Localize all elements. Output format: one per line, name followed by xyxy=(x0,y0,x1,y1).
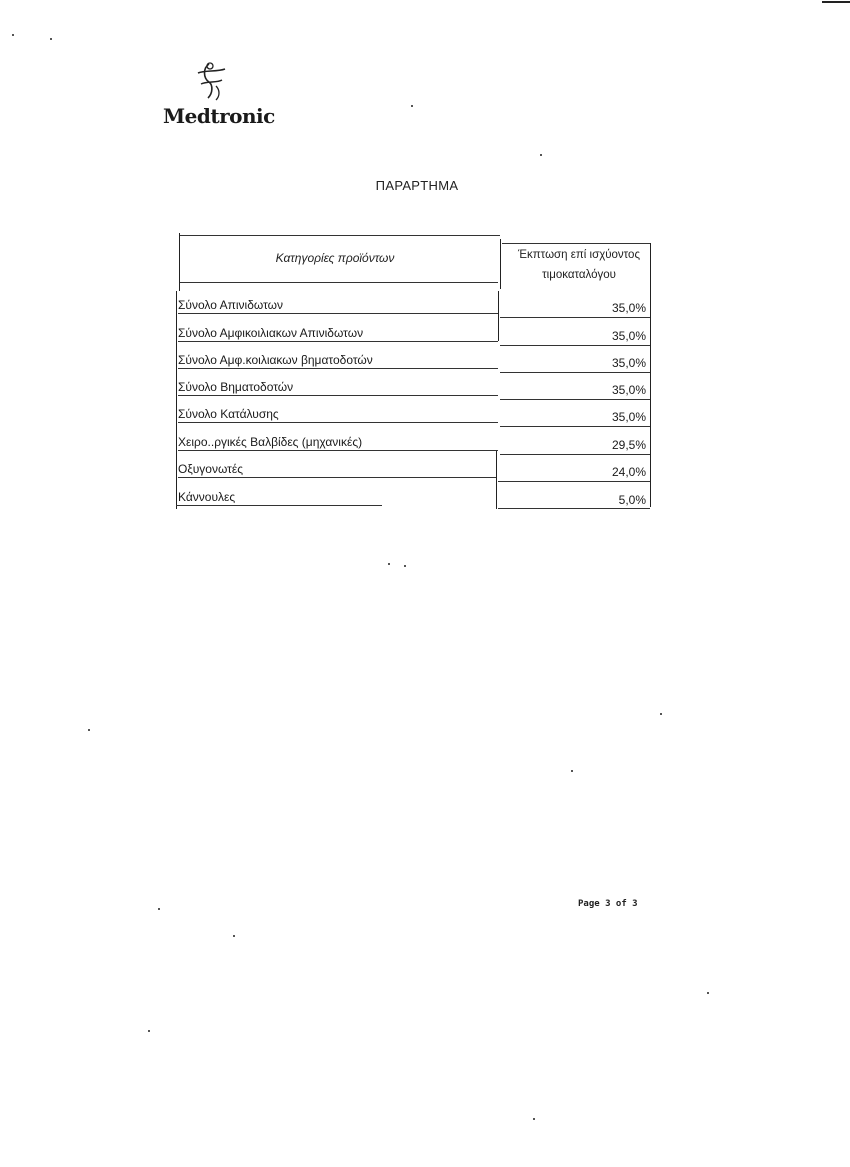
row-category: Χειρο..ργικές Βαλβίδες (μηχανικές) xyxy=(178,435,363,449)
table-row xyxy=(170,315,652,343)
table-top-border-right xyxy=(502,243,650,244)
table-row xyxy=(170,479,652,507)
row-category: Σύνολο Αμφ.κοιλιακων βηματοδοτών xyxy=(178,353,373,367)
row-category: Σύνολο Κατάλυσης xyxy=(178,407,279,421)
row-discount: 35,0% xyxy=(611,410,646,424)
scan-speck xyxy=(233,935,235,937)
header-product-categories: Κατηγορίες προϊόντων xyxy=(275,251,395,265)
scan-speck xyxy=(148,1030,150,1032)
table-row xyxy=(170,396,652,424)
row-category: Κάννουλες xyxy=(178,490,236,504)
table-top-border xyxy=(180,235,500,236)
row-discount: 29,5% xyxy=(611,438,646,452)
scan-speck xyxy=(88,729,90,731)
scan-speck xyxy=(533,1118,535,1120)
table-row xyxy=(170,424,652,452)
scan-speck xyxy=(388,563,390,565)
scan-speck xyxy=(660,713,662,715)
row-category: Σύνολο Αμφικοιλιακων Απινιδωτων xyxy=(178,326,364,340)
medtronic-logo xyxy=(163,60,273,130)
scan-speck xyxy=(411,105,413,107)
scan-edge-mark xyxy=(822,1,850,3)
table-row xyxy=(170,287,652,315)
row-discount: 24,0% xyxy=(611,465,646,479)
header-discount-line1: Έκπτωση επί ισχύοντος xyxy=(517,249,640,261)
page-number: Page 3 of 3 xyxy=(578,899,638,909)
scan-speck xyxy=(404,565,406,567)
row-discount: 35,0% xyxy=(611,301,646,315)
row-category: Σύνολο Βηματοδοτών xyxy=(178,380,294,394)
header-discount xyxy=(504,245,654,285)
row-category: Σύνολο Απινιδωτων xyxy=(178,298,284,312)
row-discount: 35,0% xyxy=(611,329,646,343)
table-row xyxy=(170,369,652,397)
row-category: Οξυγονωτές xyxy=(178,462,244,476)
scan-speck xyxy=(571,770,573,772)
scan-speck xyxy=(12,34,14,36)
scan-speck xyxy=(540,154,542,156)
table-column-divider-top xyxy=(500,239,501,289)
scan-speck xyxy=(50,38,52,40)
medtronic-figure-icon xyxy=(189,60,235,102)
scan-speck xyxy=(707,992,709,994)
row-discount: 5,0% xyxy=(618,493,646,507)
scan-speck xyxy=(158,908,160,910)
row-discount: 35,0% xyxy=(611,356,646,370)
row-discount: 35,0% xyxy=(611,383,646,397)
header-discount-line2: τιμοκαταλόγου xyxy=(542,269,616,281)
table-header-line xyxy=(180,282,498,283)
document-title: ΠΑΡΑΡΤΗΜΑ xyxy=(375,178,459,193)
table-row xyxy=(170,342,652,370)
table-row xyxy=(170,451,652,479)
discount-table xyxy=(170,233,652,511)
table-bottom-border-right xyxy=(498,508,650,509)
company-name: Medtronic xyxy=(163,104,275,128)
